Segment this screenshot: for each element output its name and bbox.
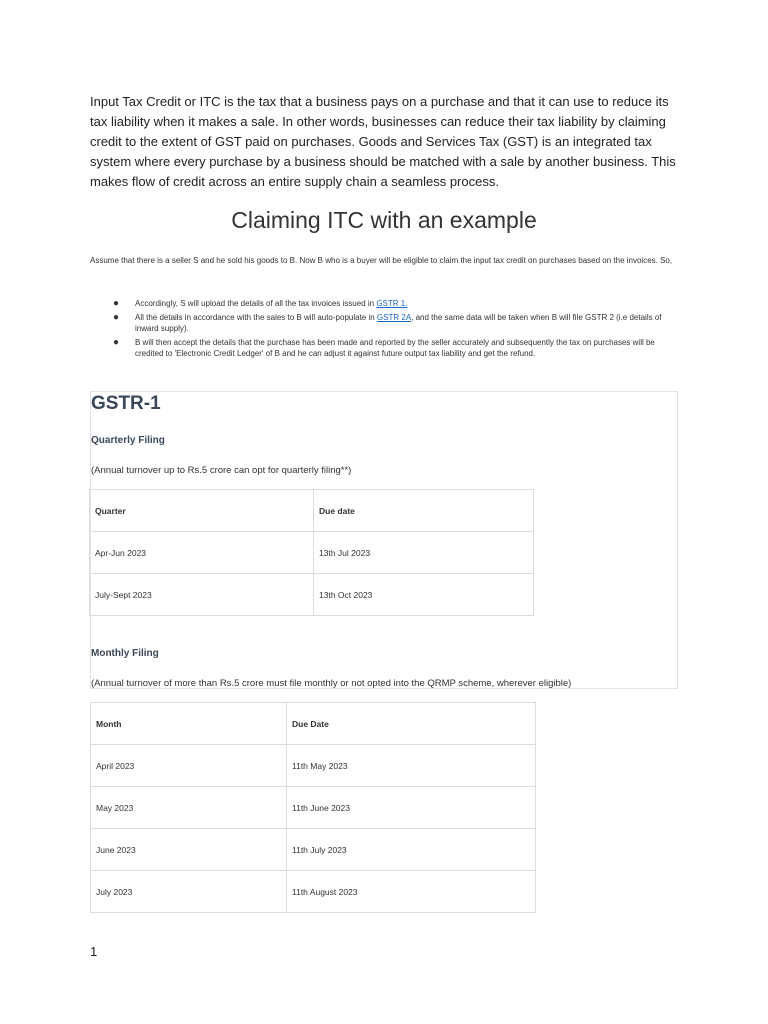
table-header-row	[90, 490, 534, 532]
table-row	[91, 787, 536, 829]
bullet-item: ● All the details in accordance with the sales to B will auto-populate in GSTR 2A, and the same data will be taken when B will file GSTR 2 (i.e details of inward supply).	[113, 312, 662, 333]
intro-paragraph: Input Tax Credit or ITC is the tax that a business pays on a purchase and that it can use to reduce its tax liability when it makes a sale. In other words, businesses can reduce their tax liability by claiming credit to the extent of GST paid on purchases. Goods and Services Tax (GST) is an integrated tax system where every purchase by a business should be matched with a sale by another business. This makes flow of credit across an entire supply chain a seamless process.	[90, 94, 676, 189]
bullet-dot-icon: ●	[113, 337, 120, 348]
bullet-item: ● Accordingly, S will upload the details of all the tax invoices issued in GSTR 1.	[113, 298, 408, 309]
monthly-filing-note: (Annual turnover of more than Rs.5 crore must file monthly or not opted into the QRMP scheme, wherever eligible)	[91, 678, 572, 689]
quarterly-filing-heading: Quarterly Filing	[91, 435, 165, 446]
table-header-cell: Due date	[314, 490, 534, 532]
table-cell: 11th June 2023	[287, 787, 536, 829]
table-cell: 13th Oct 2023	[314, 574, 534, 616]
table-header-row	[91, 703, 536, 745]
gstr1-title: GSTR-1	[91, 393, 161, 414]
example-text: Assume that there is a seller S and he sold his goods to B. Now B who is a buyer will be eligible to claim the input tax credit on purchases based on the invoices. So,	[90, 256, 673, 265]
monthly-table	[90, 702, 536, 913]
table-cell: 11th May 2023	[287, 745, 536, 787]
monthly-filing-heading: Monthly Filing	[91, 648, 159, 659]
bullet-dot-icon: ●	[113, 312, 120, 323]
table-cell: May 2023	[91, 787, 287, 829]
example-bullet-list	[90, 298, 685, 362]
page-number: 1	[90, 944, 98, 959]
section-heading: Claiming ITC with an example	[231, 207, 537, 233]
table-row	[91, 871, 536, 913]
table-cell: 11th August 2023	[287, 871, 536, 913]
table-row	[90, 574, 534, 616]
table-cell: Apr-Jun 2023	[90, 532, 314, 574]
table-cell: July 2023	[91, 871, 287, 913]
quarterly-table	[89, 489, 534, 616]
gstr2a-link[interactable]: GSTR 2A	[376, 313, 412, 322]
table-header-cell: Quarter	[90, 490, 314, 532]
table-cell: 13th Jul 2023	[314, 532, 534, 574]
bullet-item: ● B will then accept the details that the purchase has been made and reported by the seller accurately and subsequently the tax on purchases will be credited to 'Electronic Credit Ledger' of B and he can adjust it against future output tax liability and get the refund.	[113, 337, 655, 358]
table-row	[91, 829, 536, 871]
table-cell: July-Sept 2023	[90, 574, 314, 616]
bullet-dot-icon: ●	[113, 298, 120, 309]
table-row	[90, 532, 534, 574]
table-cell: 11th July 2023	[287, 829, 536, 871]
table-cell: April 2023	[91, 745, 287, 787]
table-cell: June 2023	[91, 829, 287, 871]
table-header-cell: Due Date	[287, 703, 536, 745]
gstr1-link[interactable]: GSTR 1.	[376, 299, 408, 308]
table-header-cell: Month	[91, 703, 287, 745]
quarterly-filing-note: (Annual turnover up to Rs.5 crore can opt for quarterly filing**)	[91, 465, 352, 476]
table-row	[91, 745, 536, 787]
